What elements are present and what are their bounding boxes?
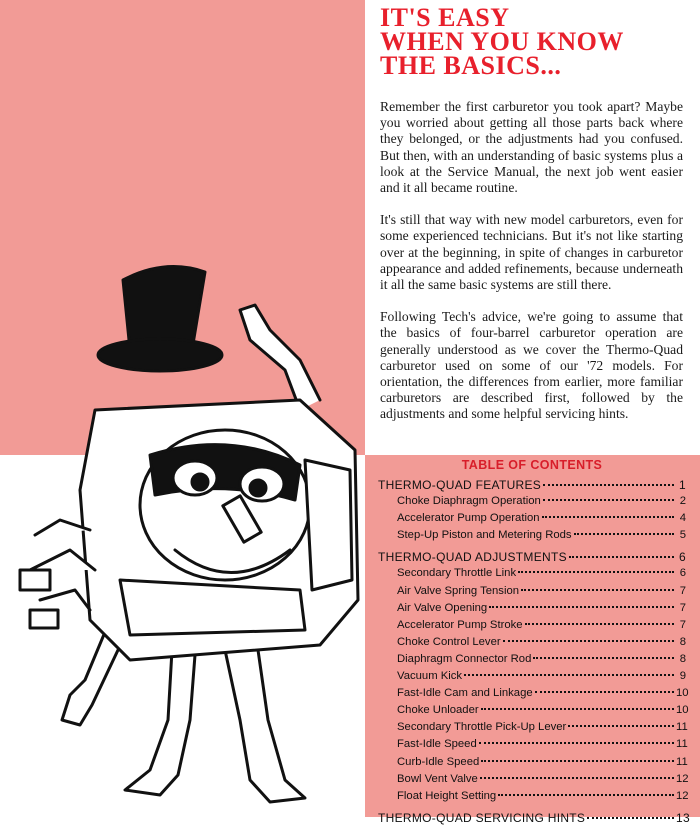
toc-entry-label: Secondary Throttle Link (397, 567, 517, 580)
toc-entry-label: Air Valve Spring Tension (397, 584, 520, 597)
toc-leader-dots (479, 742, 674, 744)
toc-entry (378, 619, 686, 636)
toc-entry-page: 10 (676, 687, 689, 700)
toc-entry-page: 12 (676, 772, 689, 785)
toc-list (378, 478, 690, 828)
toc-entry-page: 6 (679, 567, 686, 580)
toc-entry (378, 602, 686, 619)
toc-leader-dots (587, 817, 674, 819)
intro-paragraph-2: It's still that way with new model carburetors, even for some experienced technicians. But it's not like starting over at the beginning, in spite of changes in carburetor appearance and added refinements, because underneath it all the same basic systems are still there. (380, 212, 683, 293)
headline-line-3: THE BASICS... (380, 51, 562, 80)
intro-text (380, 99, 683, 439)
toc-entry-page: 5 (679, 529, 686, 542)
toc-leader-dots (518, 571, 674, 573)
toc-entry (378, 495, 686, 512)
toc-entry (378, 789, 689, 807)
toc-entry (378, 756, 686, 773)
toc-leader-dots (480, 777, 674, 779)
toc-entry-page: 4 (679, 512, 686, 525)
intro-paragraph-1: Remember the first carburetor you took apart? Maybe you worried about getting all those parts back where they belonged, or the adjustments had you confused. But then, with an understanding of basic systems plus a look at the Service Manual, the next job went easier and it all became routine. (380, 99, 683, 196)
toc-entry (378, 704, 689, 721)
toc-entry-page: 8 (679, 635, 686, 648)
toc-leader-dots (533, 657, 674, 659)
toc-entry-label: Choke Diaphragm Operation (397, 495, 541, 508)
toc-entry (378, 653, 686, 670)
toc-entry (378, 687, 689, 704)
toc-entry-page: 13 (676, 810, 690, 825)
toc-leader-dots (568, 725, 674, 727)
toc-entry-label: THERMO-QUAD ADJUSTMENTS (378, 550, 567, 565)
intro-paragraph-3: Following Tech's advice, we're going to assume that the basics of four-barrel carburetor operation are generally understood as we cover the Thermo-Quad carburetor used on some of our '72 models. For orientation, the differences from earlier, more familiar carburetors are described first, followed by the adjustments and some helpful servicing hints. (380, 309, 683, 422)
toc-leader-dots (489, 606, 674, 608)
toc-leader-dots (481, 760, 674, 762)
toc-leader-dots (503, 640, 674, 642)
toc-entry-label: Diaphragm Connector Rod (397, 652, 532, 665)
toc-leader-dots (574, 533, 674, 535)
toc-entry-page: 7 (679, 584, 686, 597)
headline (380, 3, 695, 80)
toc-entry (378, 478, 686, 495)
toc-entry (378, 550, 686, 567)
toc-entry-page: 12 (676, 789, 689, 802)
toc-entry-label: Fast-Idle Speed (397, 738, 477, 751)
toc-entry-page: 11 (676, 721, 688, 734)
toc-entry-page: 11 (676, 755, 688, 768)
headline-line-2: WHEN YOU KNOW (380, 27, 624, 56)
toc-entry-label: THERMO-QUAD SERVICING HINTS (378, 810, 586, 825)
toc-entry (378, 721, 686, 738)
toc-leader-dots (464, 674, 674, 676)
toc-leader-dots (521, 589, 674, 591)
toc-leader-dots (569, 556, 674, 558)
toc-entry (378, 567, 686, 584)
toc-entry-page: 1 (679, 478, 686, 492)
toc-entry-label: Accelerator Pump Operation (397, 512, 540, 525)
toc-entry (378, 670, 686, 687)
toc-leader-dots (481, 708, 674, 710)
toc-entry-label: Bowl Vent Valve (397, 772, 478, 785)
toc-entry-page: 7 (679, 601, 686, 614)
toc-entry (378, 585, 686, 602)
toc-entry-label: Step-Up Piston and Metering Rods (397, 529, 572, 542)
carburetor-mascot-illustration (0, 250, 370, 817)
toc-leader-dots (498, 794, 674, 796)
toc-entry (378, 810, 690, 828)
toc-entry-page: 9 (679, 670, 686, 683)
toc-entry-label: Fast-Idle Cam and Linkage (397, 687, 533, 700)
toc-title: TABLE OF CONTENTS (461, 458, 603, 472)
toc-entry-label: Vacuum Kick (397, 670, 463, 683)
toc-entry-label: THERMO-QUAD FEATURES (378, 478, 542, 492)
toc-entry-label: Curb-Idle Speed (397, 755, 480, 768)
table-of-contents (378, 458, 690, 828)
toc-entry (378, 738, 686, 755)
toc-leader-dots (543, 484, 674, 486)
toc-entry-label: Float Height Setting (397, 789, 497, 802)
toc-entry-page: 11 (676, 738, 688, 751)
toc-entry-label: Choke Control Lever (397, 635, 501, 648)
toc-entry-label: Accelerator Pump Stroke (397, 618, 523, 631)
toc-leader-dots (535, 691, 674, 693)
toc-entry-page: 6 (679, 550, 686, 565)
headline-line-1: IT'S EASY (380, 3, 510, 32)
toc-entry (378, 772, 689, 790)
toc-leader-dots (543, 499, 674, 501)
toc-leader-dots (525, 623, 674, 625)
toc-entry-page: 7 (679, 618, 686, 631)
toc-entry-page: 10 (676, 704, 689, 717)
toc-entry (378, 529, 686, 546)
toc-entry-page: 8 (679, 652, 686, 665)
toc-entry-page: 2 (679, 495, 686, 508)
toc-entry-label: Air Valve Opening (397, 601, 488, 614)
toc-entry-label: Choke Unloader (397, 704, 479, 717)
toc-entry-label: Secondary Throttle Pick-Up Lever (397, 721, 567, 734)
toc-entry (378, 512, 686, 529)
toc-entry (378, 636, 686, 653)
toc-leader-dots (542, 516, 674, 518)
